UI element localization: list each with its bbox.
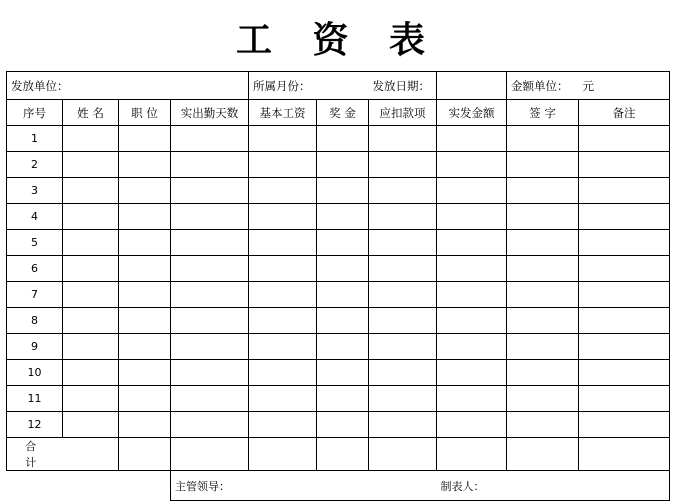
table-row [7, 178, 670, 204]
cell-remark[interactable] [579, 412, 670, 438]
row-no: 1 [7, 126, 63, 152]
total-remark [579, 438, 670, 471]
cell-name[interactable] [63, 178, 119, 204]
issue-date-label: 发放日期： [369, 72, 437, 100]
footer-spacer-mid [317, 471, 369, 501]
table-row [7, 256, 670, 282]
cell-remark[interactable] [579, 308, 670, 334]
table-row [7, 204, 670, 230]
cell-net[interactable] [437, 334, 507, 360]
footer-spacer-right [579, 471, 670, 501]
cell-position[interactable] [119, 178, 171, 204]
cell-base[interactable] [249, 360, 317, 386]
cell-base[interactable] [249, 230, 317, 256]
total-label: 合 计 [7, 438, 63, 471]
column-header-no: 序号 [7, 100, 63, 126]
cell-net[interactable] [437, 282, 507, 308]
cell-net[interactable] [437, 178, 507, 204]
cell-name[interactable] [63, 412, 119, 438]
cell-net[interactable] [437, 230, 507, 256]
cell-base[interactable] [249, 126, 317, 152]
cell-signature[interactable] [507, 204, 579, 230]
cell-bonus[interactable] [317, 204, 369, 230]
table-row [7, 126, 670, 152]
cell-position[interactable] [119, 230, 171, 256]
cell-position[interactable] [119, 282, 171, 308]
cell-deduction[interactable] [369, 230, 437, 256]
cell-name[interactable] [63, 386, 119, 412]
cell-base[interactable] [249, 334, 317, 360]
row-no: 12 [7, 412, 63, 438]
cell-remark[interactable] [579, 178, 670, 204]
total-row [7, 438, 670, 471]
header-info-row [7, 72, 670, 100]
cell-remark[interactable] [579, 152, 670, 178]
cell-days[interactable] [171, 152, 249, 178]
table-row [7, 152, 670, 178]
row-no: 4 [7, 204, 63, 230]
cell-name[interactable] [63, 230, 119, 256]
cell-name[interactable] [63, 152, 119, 178]
cell-days[interactable] [171, 308, 249, 334]
row-no: 2 [7, 152, 63, 178]
cell-signature[interactable] [507, 360, 579, 386]
manager-value[interactable] [249, 471, 317, 501]
cell-base[interactable] [249, 256, 317, 282]
row-no: 9 [7, 334, 63, 360]
row-no: 5 [7, 230, 63, 256]
page-title: 工 资 表 [235, 20, 440, 61]
cell-remark[interactable] [579, 126, 670, 152]
row-no: 7 [7, 282, 63, 308]
cell-signature[interactable] [507, 178, 579, 204]
cell-name[interactable] [63, 308, 119, 334]
cell-base[interactable] [249, 178, 317, 204]
cell-days[interactable] [171, 282, 249, 308]
cell-net[interactable] [437, 256, 507, 282]
column-header-name: 姓 名 [63, 100, 119, 126]
cell-remark[interactable] [579, 256, 670, 282]
column-header-bonus: 奖 金 [317, 100, 369, 126]
cell-position[interactable] [119, 386, 171, 412]
cell-net[interactable] [437, 204, 507, 230]
cell-bonus[interactable] [317, 386, 369, 412]
footer-spacer-mid2 [369, 471, 437, 501]
cell-signature[interactable] [507, 230, 579, 256]
cell-base[interactable] [249, 152, 317, 178]
row-no: 3 [7, 178, 63, 204]
cell-position[interactable] [119, 256, 171, 282]
cell-base[interactable] [249, 308, 317, 334]
total-deduction[interactable] [369, 438, 437, 471]
row-no: 8 [7, 308, 63, 334]
column-header-deduction: 应扣款项 [369, 100, 437, 126]
cell-base[interactable] [249, 412, 317, 438]
cell-signature[interactable] [507, 256, 579, 282]
total-net[interactable] [437, 438, 507, 471]
cell-bonus[interactable] [317, 412, 369, 438]
cell-net[interactable] [437, 308, 507, 334]
cell-name[interactable] [63, 334, 119, 360]
manager-label: 主管领导： [171, 471, 249, 501]
cell-position[interactable] [119, 126, 171, 152]
cell-net[interactable] [437, 360, 507, 386]
cell-deduction[interactable] [369, 282, 437, 308]
cell-position[interactable] [119, 334, 171, 360]
cell-position[interactable] [119, 308, 171, 334]
cell-position[interactable] [119, 204, 171, 230]
cell-name[interactable] [63, 204, 119, 230]
cell-signature[interactable] [507, 334, 579, 360]
cell-base[interactable] [249, 204, 317, 230]
cell-signature[interactable] [507, 308, 579, 334]
month-value[interactable] [317, 72, 369, 100]
month-label: 所属月份： [249, 72, 317, 100]
cell-remark[interactable] [579, 230, 670, 256]
cell-bonus[interactable] [317, 152, 369, 178]
table-row [7, 308, 670, 334]
cell-bonus[interactable] [317, 308, 369, 334]
cell-name[interactable] [63, 126, 119, 152]
cell-bonus[interactable] [317, 230, 369, 256]
cell-bonus[interactable] [317, 334, 369, 360]
cell-name[interactable] [63, 282, 119, 308]
cell-days[interactable] [171, 178, 249, 204]
cell-days[interactable] [171, 204, 249, 230]
cell-net[interactable] [437, 152, 507, 178]
cell-days[interactable] [171, 334, 249, 360]
cell-deduction[interactable] [369, 386, 437, 412]
column-header-row [7, 100, 670, 126]
cell-base[interactable] [249, 282, 317, 308]
cell-position[interactable] [119, 412, 171, 438]
cell-remark[interactable] [579, 386, 670, 412]
total-days[interactable] [171, 438, 249, 471]
cell-days[interactable] [171, 412, 249, 438]
cell-bonus[interactable] [317, 126, 369, 152]
cell-name[interactable] [63, 256, 119, 282]
column-header-remark: 备注 [579, 100, 670, 126]
table-row [7, 230, 670, 256]
cell-deduction[interactable] [369, 334, 437, 360]
cell-deduction[interactable] [369, 412, 437, 438]
payroll-table [6, 71, 670, 501]
issuing-unit-value[interactable] [171, 72, 249, 100]
cell-position[interactable] [119, 360, 171, 386]
table-row [7, 282, 670, 308]
table-row [7, 386, 670, 412]
cell-deduction[interactable] [369, 152, 437, 178]
cell-days[interactable] [171, 256, 249, 282]
cell-name[interactable] [63, 360, 119, 386]
cell-signature[interactable] [507, 386, 579, 412]
cell-remark[interactable] [579, 334, 670, 360]
total-signature [507, 438, 579, 471]
issuing-unit-label: 发放单位： [7, 72, 171, 100]
cell-days[interactable] [171, 230, 249, 256]
cell-deduction[interactable] [369, 360, 437, 386]
row-no: 10 [7, 360, 63, 386]
preparer-value[interactable] [507, 471, 579, 501]
row-no: 6 [7, 256, 63, 282]
cell-days[interactable] [171, 386, 249, 412]
total-bonus[interactable] [317, 438, 369, 471]
cell-net[interactable] [437, 126, 507, 152]
total-name [63, 438, 119, 471]
cell-days[interactable] [171, 360, 249, 386]
total-base[interactable] [249, 438, 317, 471]
column-header-attendance-days: 实出勤天数 [171, 100, 249, 126]
column-header-position: 职 位 [119, 100, 171, 126]
amount-unit-label: 金额单位： [507, 72, 579, 100]
amount-unit-value: 元 [579, 72, 670, 100]
table-row [7, 360, 670, 386]
cell-remark[interactable] [579, 282, 670, 308]
cell-remark[interactable] [579, 360, 670, 386]
cell-deduction[interactable] [369, 256, 437, 282]
cell-signature[interactable] [507, 126, 579, 152]
table-row [7, 334, 670, 360]
column-header-base-salary: 基本工资 [249, 100, 317, 126]
cell-signature[interactable] [507, 282, 579, 308]
total-position [119, 438, 171, 471]
cell-deduction[interactable] [369, 126, 437, 152]
cell-remark[interactable] [579, 204, 670, 230]
row-no: 11 [7, 386, 63, 412]
cell-deduction[interactable] [369, 204, 437, 230]
cell-bonus[interactable] [317, 282, 369, 308]
table-row [7, 412, 670, 438]
cell-position[interactable] [119, 152, 171, 178]
preparer-label: 制表人： [437, 471, 507, 501]
cell-bonus[interactable] [317, 360, 369, 386]
cell-net[interactable] [437, 412, 507, 438]
cell-deduction[interactable] [369, 308, 437, 334]
cell-signature[interactable] [507, 412, 579, 438]
footer-spacer-left [7, 471, 171, 501]
cell-bonus[interactable] [317, 256, 369, 282]
issue-date-value[interactable] [437, 72, 507, 100]
cell-bonus[interactable] [317, 178, 369, 204]
cell-net[interactable] [437, 386, 507, 412]
column-header-signature: 签 字 [507, 100, 579, 126]
footer-row [7, 471, 670, 501]
cell-base[interactable] [249, 386, 317, 412]
cell-days[interactable] [171, 126, 249, 152]
cell-deduction[interactable] [369, 178, 437, 204]
cell-signature[interactable] [507, 152, 579, 178]
column-header-net-pay: 实发金额 [437, 100, 507, 126]
